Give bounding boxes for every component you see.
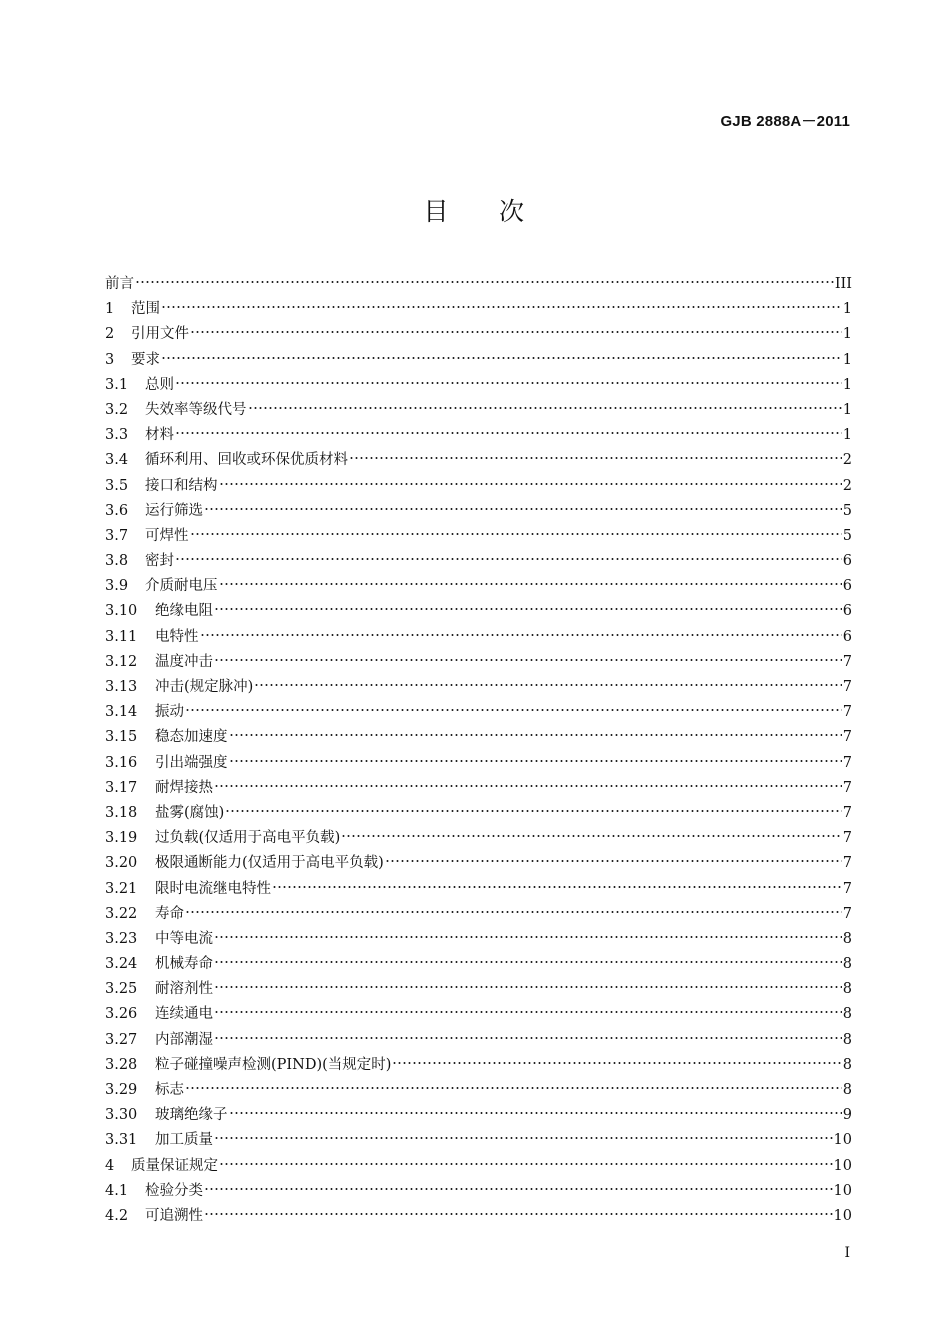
- toc-dot-leader: [190, 330, 842, 334]
- toc-entry-label: 可追溯性: [145, 1207, 203, 1224]
- toc-entry-number: 3.2: [105, 401, 129, 418]
- toc-entry[interactable]: [105, 1103, 852, 1128]
- toc-entry-label: 介质耐电压: [145, 578, 218, 595]
- toc-entry-number: 3.21: [105, 880, 138, 897]
- toc-entry-page: 2: [842, 452, 852, 469]
- toc-entry-page: 8: [842, 956, 852, 973]
- toc-dot-leader: [214, 960, 842, 964]
- toc-entry-number: 3.30: [105, 1107, 138, 1124]
- toc-dot-leader: [219, 582, 842, 586]
- toc-entry-page: 10: [833, 1157, 852, 1174]
- toc-entry[interactable]: [105, 448, 852, 473]
- toc-entry-page: 1: [842, 376, 852, 393]
- toc-entry[interactable]: [105, 700, 852, 725]
- toc-entry-page: 8: [842, 1082, 852, 1098]
- toc-entry[interactable]: [105, 1053, 852, 1078]
- toc-entry[interactable]: [105, 1154, 852, 1179]
- toc-dot-leader: [175, 381, 842, 385]
- toc-entry-label: 运行筛选: [145, 502, 203, 519]
- toc-entry-number: 3: [105, 351, 115, 368]
- toc-entry-page: 7: [842, 653, 852, 670]
- toc-entry[interactable]: [105, 776, 852, 801]
- toc-dot-leader: [161, 356, 842, 360]
- toc-entry-page: 1: [842, 401, 852, 418]
- toc-dot-leader: [214, 784, 842, 788]
- toc-entry-label: 材料: [145, 427, 174, 444]
- toc-entry-label: 检验分类: [145, 1182, 203, 1199]
- toc-entry-label: 盐雾(腐蚀): [155, 804, 225, 821]
- toc-entry-label: 限时电流继电特性: [155, 880, 271, 897]
- toc-dot-leader: [248, 406, 842, 410]
- toc-dot-leader: [214, 1036, 842, 1040]
- page-title-second-char: 次: [499, 197, 527, 226]
- toc-entry[interactable]: [105, 902, 852, 927]
- toc-entry-page: 7: [842, 905, 852, 922]
- toc-entry-number: 3.14: [105, 704, 138, 721]
- toc-entry-page: 7: [842, 704, 852, 721]
- toc-entry-number: 3.26: [105, 1006, 138, 1023]
- toc-entry-page: 8: [842, 1031, 852, 1048]
- toc-entry[interactable]: [105, 398, 852, 423]
- toc-dot-leader: [254, 683, 841, 687]
- toc-entry-page: 7: [842, 804, 852, 821]
- toc-entry-label: 极限通断能力(仅适用于高电平负载): [155, 855, 384, 872]
- toc-entry-page: 2: [842, 477, 852, 494]
- toc-entry[interactable]: [105, 927, 852, 952]
- toc-entry[interactable]: [105, 1204, 852, 1229]
- toc-dot-leader: [185, 708, 842, 712]
- toc-entry[interactable]: [105, 549, 852, 574]
- toc-entry-label: 要求: [131, 351, 160, 368]
- toc-entry-page: 1: [842, 301, 852, 318]
- toc-entry-page: 7: [842, 779, 852, 796]
- toc-entry[interactable]: [105, 474, 852, 499]
- toc-dot-leader: [225, 809, 841, 813]
- toc-entry-label: 机械寿命: [155, 956, 213, 973]
- toc-dot-leader: [341, 834, 841, 838]
- toc-entry-number: 3.22: [105, 905, 138, 922]
- toc-entry-number: 3.4: [105, 452, 129, 469]
- toc-entry-number: 3.17: [105, 779, 138, 796]
- toc-entry-label: 绝缘电阻: [155, 603, 213, 620]
- toc-entry-label: 标志: [155, 1082, 184, 1098]
- toc-entry[interactable]: [105, 373, 852, 398]
- toc-entry[interactable]: [105, 851, 852, 876]
- toc-entry-page: 7: [842, 729, 852, 746]
- toc-entry[interactable]: [105, 1078, 852, 1103]
- toc-entry-page: 10: [833, 1207, 852, 1224]
- toc-entry-label: 循环利用、回收或环保优质材料: [145, 452, 348, 469]
- toc-entry-label: 加工质量: [155, 1132, 213, 1149]
- toc-entry-label: 耐焊接热: [155, 779, 213, 796]
- toc-dot-leader: [175, 431, 842, 435]
- toc-entry[interactable]: [105, 272, 852, 297]
- toc-entry-number: 3.23: [105, 930, 138, 947]
- toc-entry-label: 稳态加速度: [155, 729, 228, 746]
- toc-dot-leader: [185, 910, 842, 914]
- toc-dot-leader: [200, 633, 842, 637]
- toc-entry-number: 3.8: [105, 553, 129, 570]
- toc-entry-number: 3.13: [105, 679, 138, 695]
- toc-entry-number: 2: [105, 326, 115, 343]
- toc-entry-label: 引出端强度: [155, 754, 228, 771]
- toc-dot-leader: [175, 557, 842, 561]
- toc-entry[interactable]: [105, 650, 852, 675]
- toc-entry[interactable]: [105, 1128, 852, 1153]
- toc-entry-number: 3.9: [105, 578, 129, 595]
- toc-entry[interactable]: [105, 574, 852, 599]
- toc-dot-leader: [190, 532, 842, 536]
- toc-entry-page: 7: [842, 679, 852, 695]
- toc-entry-label: 寿命: [155, 905, 184, 922]
- toc-entry-label: 粒子碰撞噪声检测(PIND)(当规定时): [155, 1056, 392, 1073]
- toc-entry-label: 耐溶剂性: [155, 981, 213, 998]
- toc-dot-leader: [214, 1010, 842, 1014]
- toc-dot-leader: [272, 885, 842, 889]
- toc-dot-leader: [204, 507, 842, 511]
- toc-entry-number: 3.15: [105, 729, 138, 746]
- toc-entry-number: 3.28: [105, 1056, 138, 1073]
- toc-dot-leader: [385, 859, 842, 863]
- toc-entry-number: 3.11: [105, 628, 138, 645]
- toc-entry-label: 过负载(仅适用于高电平负载): [155, 830, 341, 847]
- toc-entry-page: 8: [842, 981, 852, 998]
- toc-entry-label: 玻璃绝缘子: [155, 1107, 228, 1124]
- toc-entry-page: 8: [842, 1056, 852, 1073]
- toc-entry-number: 3.12: [105, 653, 138, 670]
- toc-entry-number: 3.5: [105, 477, 129, 494]
- toc-entry-number: 3.1: [105, 376, 129, 393]
- toc-entry-label: 连续通电: [155, 1006, 213, 1023]
- toc-entry[interactable]: [105, 801, 852, 826]
- page-title-first-char: 目: [423, 197, 451, 226]
- toc-entry-label: 内部潮湿: [155, 1031, 213, 1048]
- toc-entry-number: 3.31: [105, 1132, 138, 1149]
- toc-dot-leader: [161, 305, 842, 309]
- toc-entry-page: 8: [842, 1006, 852, 1023]
- toc-dot-leader: [214, 985, 842, 989]
- page-number: I: [844, 1245, 850, 1261]
- toc-entry-label: 密封: [145, 553, 174, 570]
- toc-entry[interactable]: [105, 524, 852, 549]
- toc-entry-number: 3.19: [105, 830, 138, 847]
- toc-entry-page: 8: [842, 930, 852, 947]
- toc-entry-page: 7: [842, 754, 852, 771]
- toc-entry-label: 范围: [131, 301, 160, 318]
- toc-entry[interactable]: [105, 297, 852, 322]
- toc-entry[interactable]: [105, 725, 852, 750]
- toc-entry-page: 7: [842, 880, 852, 897]
- toc-entry-page: 10: [833, 1182, 852, 1199]
- toc-entry-label: 总则: [145, 376, 174, 393]
- toc-entry-label: 质量保证规定: [131, 1157, 218, 1174]
- toc-entry-number: 3.24: [105, 956, 138, 973]
- toc-entry-number: 3.20: [105, 855, 138, 872]
- toc-entry-label: 中等电流: [155, 930, 213, 947]
- toc-entry-number: 3.29: [105, 1082, 138, 1098]
- toc-entry-label: 接口和结构: [145, 477, 218, 494]
- toc-entry-number: 3.10: [105, 603, 138, 620]
- toc-entry-number: 1: [105, 301, 115, 318]
- toc-entry[interactable]: [105, 1028, 852, 1053]
- toc-entry-number: 4.2: [105, 1207, 129, 1224]
- toc-entry[interactable]: [105, 1002, 852, 1027]
- toc-entry-label: 前言: [105, 276, 134, 292]
- toc-entry-page: 5: [842, 502, 852, 519]
- toc-entry-label: 电特性: [155, 628, 199, 645]
- toc-entry-page: 7: [842, 830, 852, 847]
- toc-entry[interactable]: [105, 625, 852, 650]
- toc-dot-leader: [349, 456, 842, 460]
- toc-entry-page: 1: [842, 427, 852, 444]
- toc-entry[interactable]: [105, 751, 852, 776]
- toc-entry-page: 7: [842, 855, 852, 872]
- toc-entry-page: 1: [842, 351, 852, 368]
- toc-entry-number: 3.6: [105, 502, 129, 519]
- toc-entry-number: 3.16: [105, 754, 138, 771]
- toc-entry-page: 9: [842, 1107, 852, 1124]
- toc-entry-page: 6: [842, 553, 852, 570]
- toc-entry-number: 4: [105, 1157, 115, 1174]
- toc-entry[interactable]: [105, 877, 852, 902]
- toc-entry[interactable]: [105, 348, 852, 373]
- toc-entry[interactable]: [105, 675, 852, 700]
- page-title: [0, 192, 950, 228]
- toc-entry[interactable]: [105, 599, 852, 624]
- toc-entry-label: 引用文件: [131, 326, 189, 343]
- toc-entry[interactable]: [105, 423, 852, 448]
- toc-entry-page: 6: [842, 578, 852, 595]
- table-of-contents: [105, 272, 852, 1229]
- toc-entry-page: 10: [833, 1132, 852, 1149]
- toc-dot-leader: [229, 733, 842, 737]
- toc-dot-leader: [219, 482, 842, 486]
- toc-dot-leader: [219, 1162, 833, 1166]
- toc-dot-leader: [214, 658, 842, 662]
- toc-entry-number: 3.25: [105, 981, 138, 998]
- toc-dot-leader: [185, 1086, 842, 1090]
- toc-entry-page: 5: [842, 527, 852, 544]
- toc-entry-page: III: [834, 276, 852, 292]
- toc-dot-leader: [229, 759, 842, 763]
- toc-entry-page: 6: [842, 603, 852, 620]
- toc-dot-leader: [204, 1187, 833, 1191]
- toc-dot-leader: [214, 607, 842, 611]
- toc-dot-leader: [204, 1212, 833, 1216]
- toc-dot-leader: [392, 1061, 841, 1065]
- toc-entry-label: 失效率等级代号: [145, 401, 247, 418]
- toc-dot-leader: [135, 280, 834, 284]
- document-code: GJB 2888A－2011: [720, 113, 850, 130]
- toc-dot-leader: [229, 1111, 842, 1115]
- toc-dot-leader: [214, 1136, 833, 1140]
- toc-entry-label: 振动: [155, 704, 184, 721]
- toc-entry-label: 温度冲击: [155, 653, 213, 670]
- toc-entry-page: 1: [842, 326, 852, 343]
- toc-entry-label: 可焊性: [145, 527, 189, 544]
- toc-entry-number: 4.1: [105, 1182, 129, 1199]
- toc-entry-number: 3.7: [105, 527, 129, 544]
- toc-entry-number: 3.3: [105, 427, 129, 444]
- toc-entry[interactable]: [105, 1179, 852, 1204]
- toc-entry[interactable]: [105, 499, 852, 524]
- toc-entry-label: 冲击(规定脉冲): [155, 679, 254, 695]
- toc-entry[interactable]: [105, 977, 852, 1002]
- toc-entry-number: 3.27: [105, 1031, 138, 1048]
- toc-entry-number: 3.18: [105, 804, 138, 821]
- toc-entry[interactable]: [105, 322, 852, 347]
- toc-entry-page: 6: [842, 628, 852, 645]
- toc-dot-leader: [214, 935, 842, 939]
- toc-entry[interactable]: [105, 826, 852, 851]
- toc-entry[interactable]: [105, 952, 852, 977]
